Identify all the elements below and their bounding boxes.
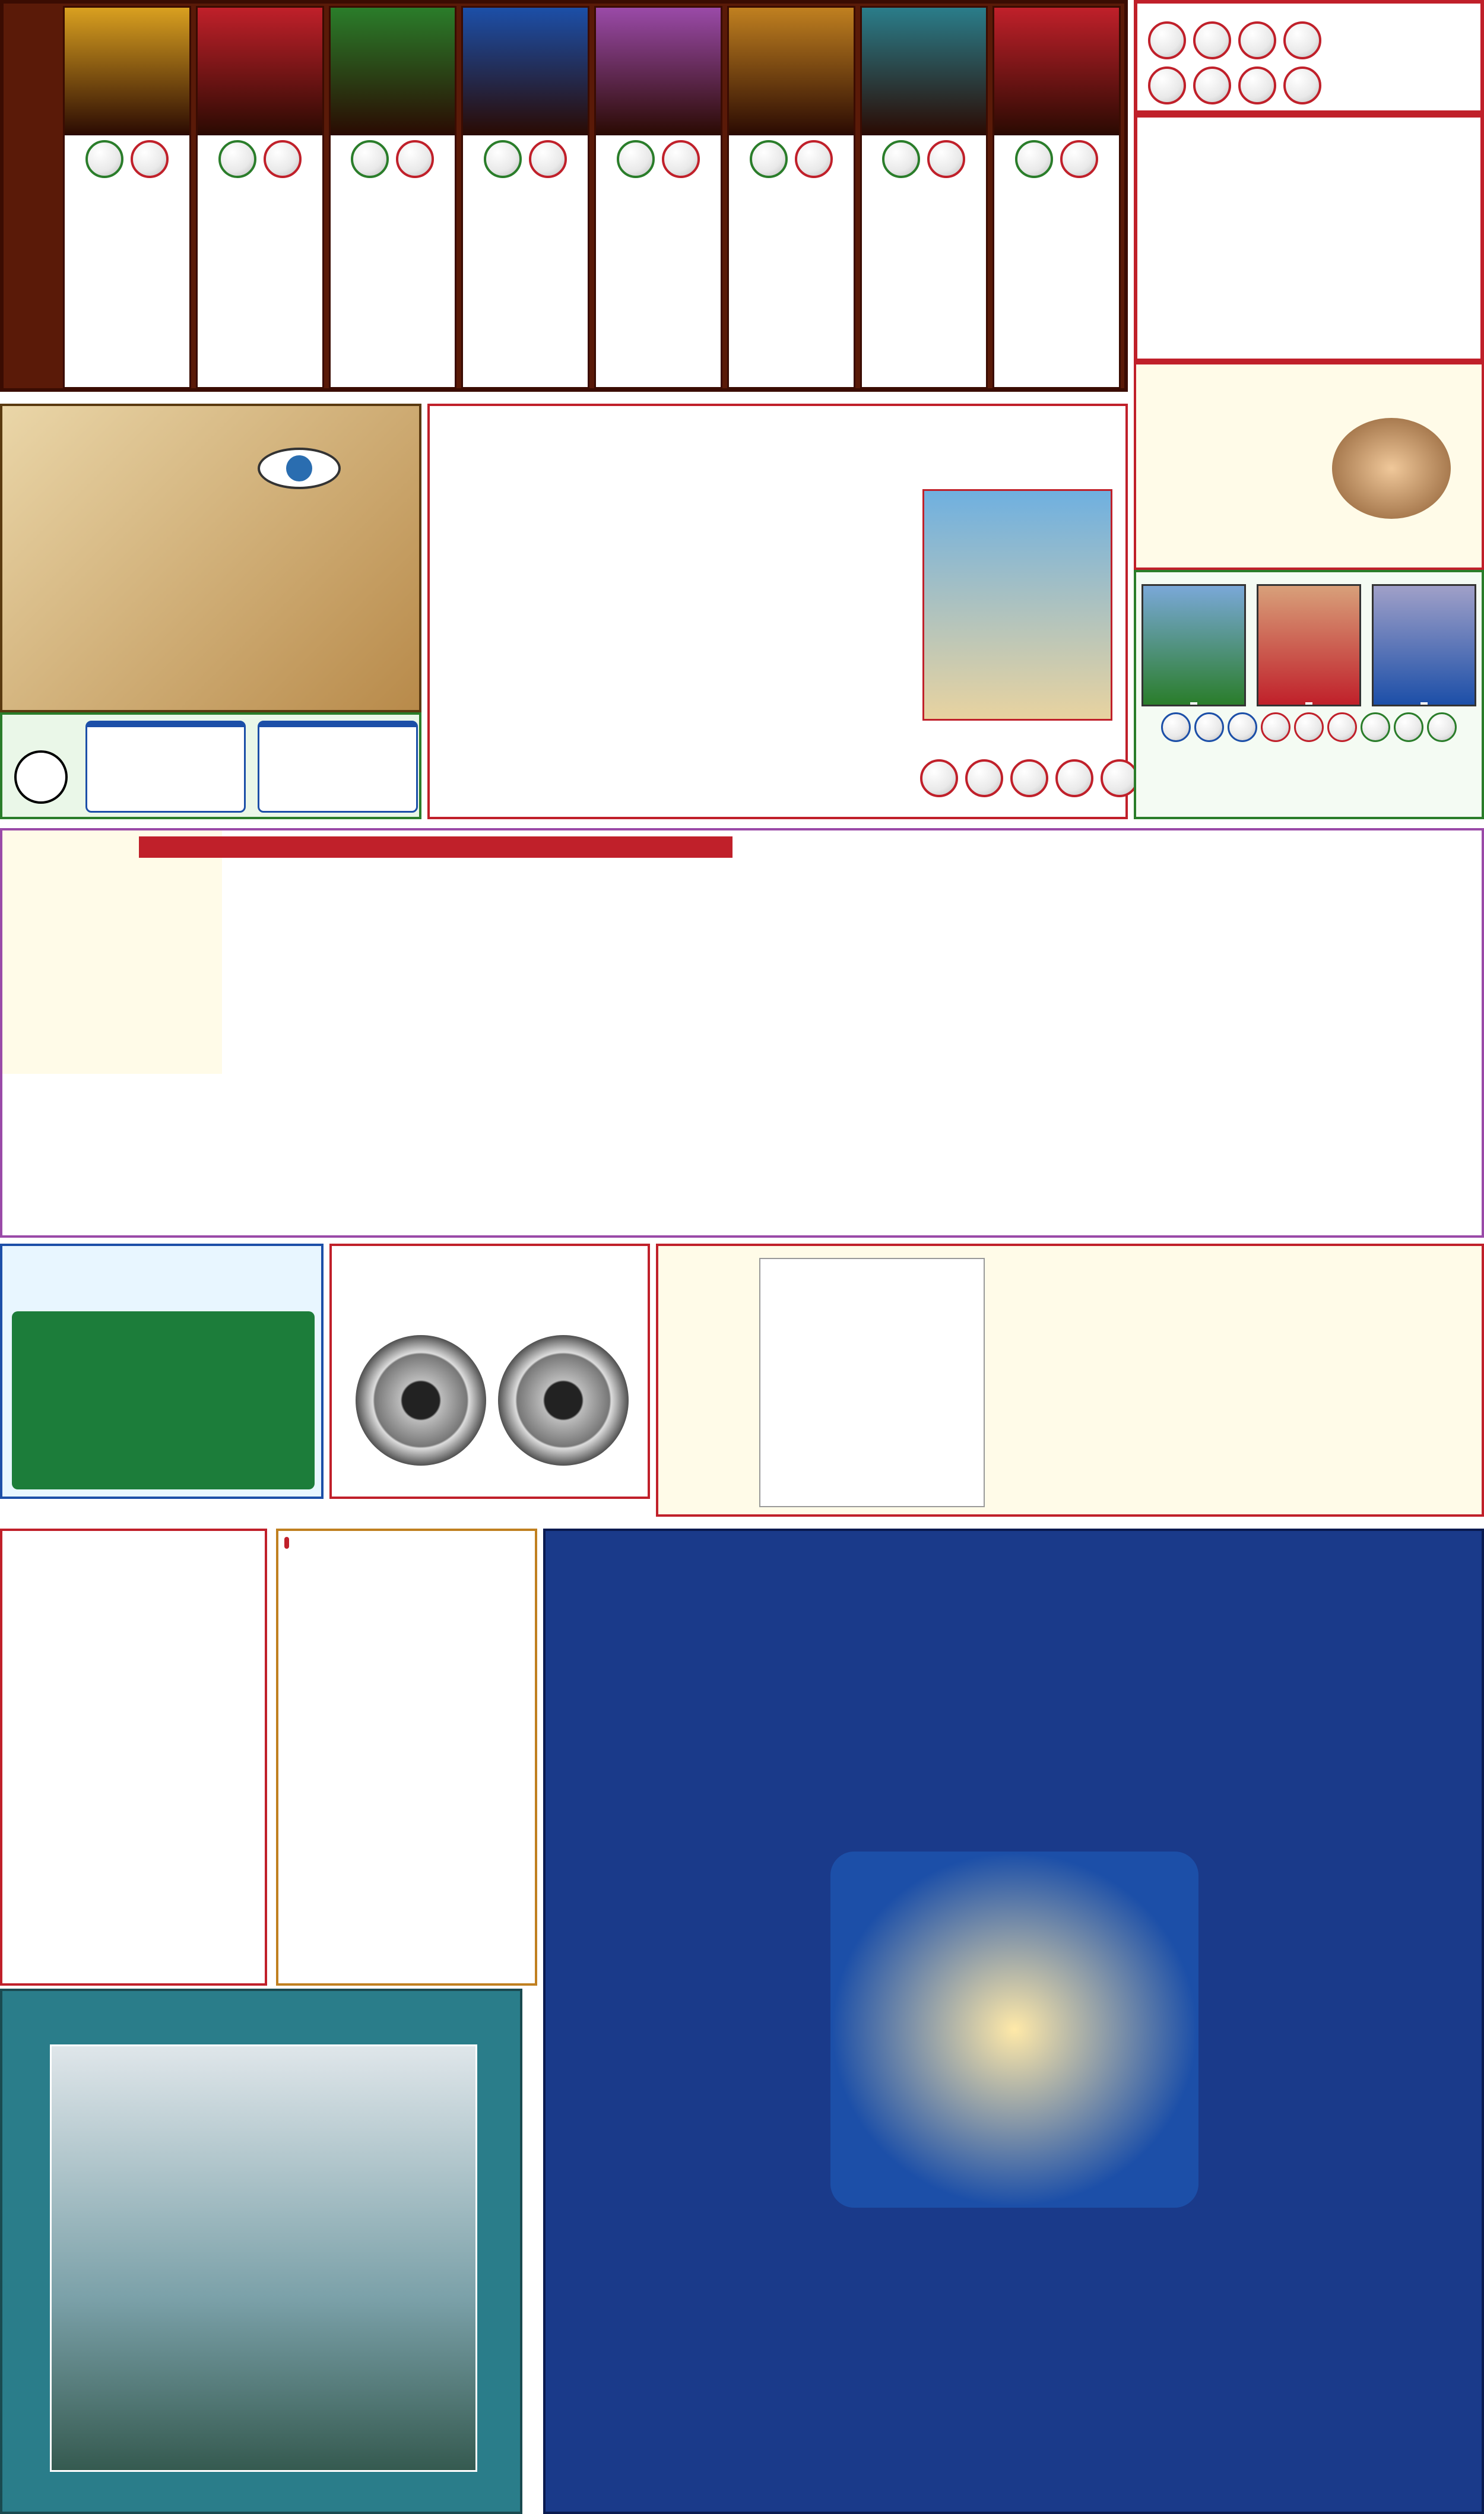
legend-balls — [917, 759, 1142, 797]
eye-panel — [0, 404, 421, 712]
number-ball — [1361, 712, 1390, 742]
immortal-portrait — [198, 8, 322, 135]
general-guan — [1257, 584, 1361, 706]
waves-score1-box — [85, 721, 246, 813]
number-ball — [264, 140, 302, 178]
number-ball — [218, 140, 256, 178]
special-balls — [12, 1311, 315, 1489]
three-kingdoms-panel — [1134, 570, 1484, 819]
legend-title — [436, 418, 513, 810]
fortune-footer — [1137, 110, 1480, 118]
smart-note-3 — [2, 1586, 265, 1593]
general-liu-name — [1190, 702, 1197, 705]
bearing-icon-1 — [356, 1335, 486, 1466]
number-ball — [529, 140, 567, 178]
fortune-line2 — [1137, 65, 1480, 108]
immortal-card — [329, 6, 457, 389]
trend-next — [62, 1127, 287, 1228]
number-ball — [1193, 66, 1231, 104]
number-ball — [882, 140, 920, 178]
number-ball — [1283, 21, 1321, 59]
legend-image — [922, 489, 1112, 721]
number-ball — [965, 759, 1003, 797]
waves-score2-head — [259, 722, 416, 727]
smart-title1 — [2, 1531, 265, 1543]
special-board — [12, 1311, 315, 1489]
waves-score1-head — [87, 722, 244, 727]
trend-dot-grid — [738, 836, 1475, 1074]
number-ball — [1238, 66, 1276, 104]
number-ball — [1327, 712, 1357, 742]
fortune-line1 — [1137, 18, 1480, 65]
trend-panel — [0, 828, 1484, 1238]
number-ball — [1148, 66, 1186, 104]
immortal-card — [461, 6, 589, 389]
number-ball — [750, 140, 788, 178]
general-liu — [1141, 584, 1246, 706]
news-center — [830, 1852, 1198, 2208]
trend-side — [2, 830, 222, 1074]
number-ball — [1194, 712, 1224, 742]
general-zhang-name — [1420, 702, 1428, 705]
general-guan-name — [1305, 702, 1312, 705]
immortal-portrait — [331, 8, 455, 135]
immortals-title — [7, 15, 55, 383]
number-ball — [1427, 712, 1457, 742]
oracle-badge — [284, 1537, 289, 1549]
immortal-card — [727, 6, 855, 389]
general-zhang — [1372, 584, 1476, 706]
trend-dot-svg — [738, 836, 1475, 1074]
immortal-portrait — [729, 8, 854, 135]
immortals-panel — [0, 0, 1128, 392]
number-ball — [1294, 712, 1324, 742]
treasure-panel — [0, 1989, 522, 2514]
immortal-portrait — [463, 8, 588, 135]
zen-portrait — [759, 1258, 985, 1507]
number-ball — [351, 140, 389, 178]
number-ball — [131, 140, 169, 178]
number-ball — [795, 140, 833, 178]
fortune-panel — [1134, 0, 1484, 362]
number-ball — [484, 140, 522, 178]
number-ball — [1101, 759, 1139, 797]
number-ball — [396, 140, 434, 178]
number-ball — [617, 140, 655, 178]
immortal-portrait — [862, 8, 987, 135]
oracle-panel — [276, 1529, 537, 1986]
immortal-portrait — [994, 8, 1119, 135]
immortal-card — [594, 6, 722, 389]
bearing-icon-2 — [498, 1335, 629, 1466]
news-panel — [543, 1529, 1484, 2514]
number-ball — [1228, 712, 1257, 742]
number-ball — [1060, 140, 1098, 178]
number-ball — [927, 140, 965, 178]
number-ball — [1055, 759, 1093, 797]
legend-panel — [427, 404, 1128, 819]
number-ball — [1010, 759, 1048, 797]
immortals-columns — [61, 6, 1123, 389]
immortal-portrait — [596, 8, 721, 135]
number-ball — [1261, 712, 1290, 742]
smart-note-1 — [2, 1564, 265, 1578]
fortune-title — [1137, 4, 1480, 13]
number-ball — [85, 140, 123, 178]
immortal-card — [992, 6, 1121, 389]
treasure-painting — [50, 2044, 477, 2472]
monkey-panel — [1134, 362, 1484, 570]
number-ball — [662, 140, 700, 178]
three-kingdoms-balls — [1136, 712, 1482, 742]
number-ball — [1238, 21, 1276, 59]
number-ball — [920, 759, 958, 797]
immortal-card — [196, 6, 324, 389]
trend-table — [139, 836, 733, 858]
fortune-body — [1137, 13, 1480, 18]
eye-icon — [258, 448, 341, 489]
immortal-card — [860, 6, 988, 389]
number-ball — [1283, 66, 1321, 104]
monkey-icon — [1332, 418, 1451, 519]
immortal-card — [63, 6, 191, 389]
smart-panel — [0, 1529, 267, 1986]
number-ball — [1015, 140, 1053, 178]
waves-mascot-icon — [14, 750, 68, 804]
smart-note-2 — [2, 1578, 265, 1586]
legend-body — [519, 495, 911, 774]
special-panel — [0, 1244, 324, 1499]
number-ball — [1148, 21, 1186, 59]
number-ball — [1394, 712, 1423, 742]
immortal-portrait — [65, 8, 189, 135]
fortune-line1-balls — [1144, 21, 1325, 62]
waves-score2-box — [258, 721, 418, 813]
trend-header — [139, 836, 733, 858]
ad-panel — [329, 1244, 650, 1499]
three-kingdoms-title — [1136, 572, 1482, 576]
zen-panel — [656, 1244, 1484, 1517]
waves-panel — [0, 712, 421, 819]
fortune-line2-balls — [1144, 66, 1325, 107]
number-ball — [1161, 712, 1191, 742]
number-ball — [1193, 21, 1231, 59]
